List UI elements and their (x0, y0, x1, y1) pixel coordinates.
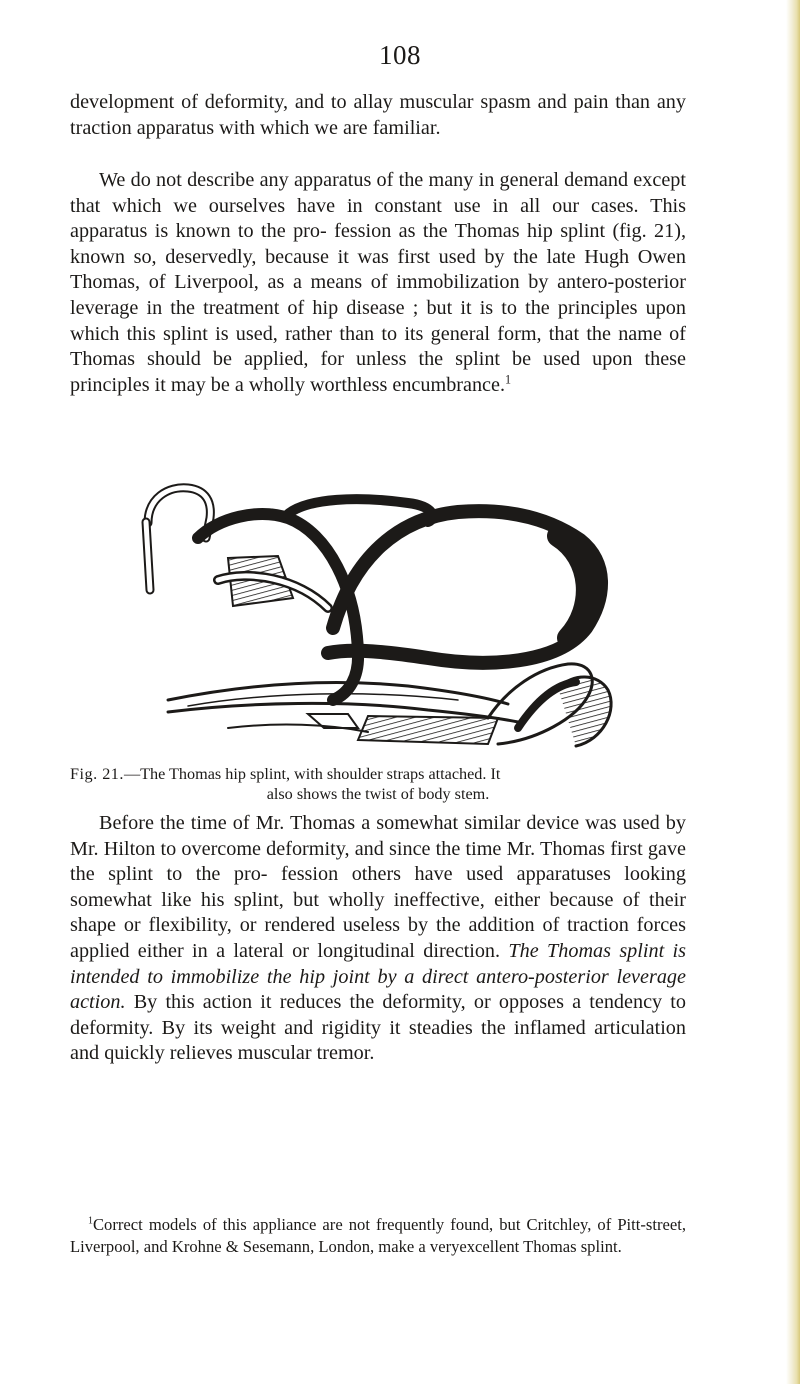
paragraph-history (70, 811, 686, 1067)
thomas-splint-illustration (128, 478, 648, 760)
footnote-text: Correct models of this appliance are not frequently found, but Critchley, of Pitt-street, Liverpool, and Krohne & Sesemann, London, make a veryexcellent Thomas splint. (70, 1215, 686, 1256)
paragraph-text: We do not describe any apparatus of the many in general demand except that which we ourselves have in constant use in all our cases. This apparatus is known to the pro- fession as the Thomas hip splint (fig. 21), known so, deservedly, because it was first used by the late Hugh Owen Thomas, of Liverpool, as a means of immobilization by antero-posterior leverage in the treatment of hip disease ; but it is to the principles upon which this splint is used, rather than to its general form, that the name of Thomas should be applied, for unless the splint be used upon these principles it may be a wholly worthless encumbrance. (70, 169, 686, 396)
page-edge (786, 0, 800, 1384)
page-number: 108 (379, 40, 421, 70)
paragraph-continuation (70, 90, 686, 141)
paragraph-text: Before the time of Mr. Thomas a somewhat similar device was used by Mr. Hilton to overcome deformity, and since the time Mr. Thomas first gave the splint to the pro- fession others have used apparatuses looking somewhat like his splint, but wholly ineffective, either because of their shape or flexibility, or rendered useless by the addition of traction forces applied either in a lateral or longitudinal direction. (70, 812, 686, 962)
caption-line-1: —The Thomas hip splint, with shoulder straps attached. It (123, 765, 501, 783)
caption-line-2: also shows the twist of body stem. (266, 785, 490, 803)
footnote (70, 1214, 686, 1257)
figure-label: Fig. 21. (70, 765, 124, 783)
paragraph-text-end: By this action it reduces the deformity, or opposes a tendency to deformity. By its weight and rigidity it steadies the inflamed articulation and quickly relieves muscular tremor. (70, 991, 687, 1065)
paragraph-thomas-splint (70, 168, 686, 398)
footnote-marker: 1 (88, 1215, 93, 1227)
figure-caption (70, 764, 686, 804)
italic-statement: The Thomas splint is intended to immobilize the hip joint by a direct antero-posterior leverage action. (70, 939, 686, 1014)
figure-thomas-splint (128, 478, 648, 760)
footnote-reference[interactable]: 1 (505, 372, 512, 387)
paragraph-text: development of deformity, and to allay muscular spasm and pain than any traction apparatus with which we are familiar. (70, 91, 686, 139)
